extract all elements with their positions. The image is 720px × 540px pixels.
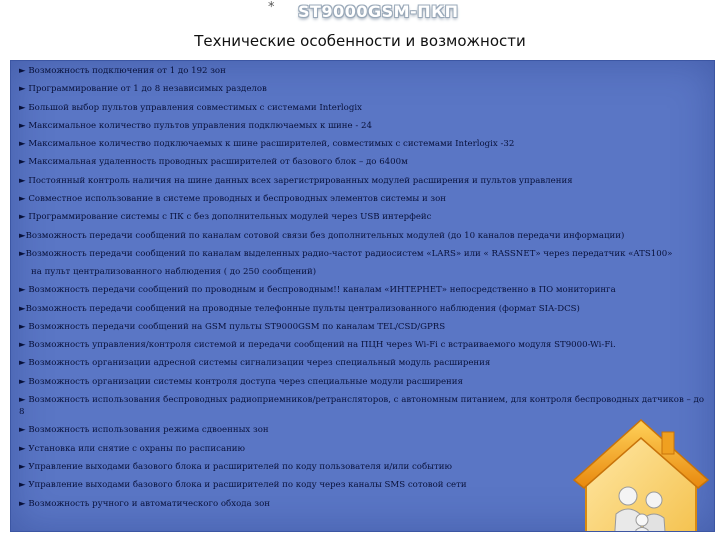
feature-item: ► Возможность подключения от 1 до 192 зон bbox=[19, 66, 226, 76]
feature-item-long bbox=[19, 248, 707, 278]
feature-item: ►Возможность передачи сообщений по каналам сотовой связи без дополнительных модулей (до 10 каналов передачи информации) bbox=[19, 230, 625, 241]
slide-header bbox=[0, 0, 720, 62]
feature-item: ► Возможность передачи сообщений на GSM пульты ST9000GSM по каналам TEL/CSD/GPRS bbox=[19, 321, 446, 332]
feature-item: ►Возможность передачи сообщений на проводные телефонные пульты централизованного наблюдения (формат SIA-DCS) bbox=[19, 303, 580, 314]
feature-item: ► Максимальное количество подключаемых к шине расширителей, совместимых с системами Interlogix -32 bbox=[19, 139, 515, 150]
feature-long-line1: ►Возможность передачи сообщений по каналам выделенных радио-частот радиосистем «LARS» или « RASSNET» через передатчик «ATS100» bbox=[19, 248, 673, 259]
feature-item: ► Установка или снятие с охраны по расписанию bbox=[19, 443, 246, 454]
feature-item: ► Возможность передачи сообщений по проводным и беспроводным!! каналам «ИНТЕРНЕТ» непосредственно в ПО мониторинга bbox=[19, 285, 616, 296]
feature-item: ► Постоянный контроль наличия на шине данных всех зарегистрированных модулей расширения и пультов управления bbox=[19, 175, 573, 186]
feature-item: ► Возможность использования режима сдвоенных зон bbox=[19, 425, 269, 436]
feature-last-text: ► Возможность ручного и автоматического обхода зон bbox=[19, 498, 270, 509]
feature-item-wrapped: ► Возможность использования беспроводных радиоприемников/ретрансляторов, с автономным питанием, для контроля беспроводных датчиков – до 8 bbox=[19, 395, 705, 418]
features-panel bbox=[10, 60, 715, 532]
feature-item: ► Управление выходами базового блока и расширителей по коду пользователя и/или событию bbox=[19, 461, 452, 472]
feature-item: ► Максимальное количество пультов управления подключаемых к шине - 24 bbox=[19, 120, 372, 131]
house-family-icon bbox=[566, 406, 715, 532]
feature-item: ► Возможность организации системы контроля доступа через специальные модули расширения bbox=[19, 376, 463, 387]
feature-item: ► Максимальная удаленность проводных расширителей от базового блок – до 6400м bbox=[19, 157, 408, 168]
feature-item: ► Возможность управления/контроля системой и передачи сообщений на ПЦН через Wi-Fi с встраиваемого модуля ST9000-Wi-Fi. bbox=[19, 340, 616, 351]
product-title: ST9000GSM-ПКП bbox=[298, 2, 459, 21]
asterisk-mark: * bbox=[268, 0, 275, 15]
feature-item: ► Возможность организации адресной системы сигнализации через специальный модуль расширения bbox=[19, 358, 491, 369]
feature-item: ► Большой выбор пультов управления совместимых с системами Interlogix bbox=[19, 102, 362, 113]
feature-item: ► Совместное использование в системе проводных и беспроводных элементов системы и зон bbox=[19, 194, 447, 205]
slide-subtitle: Технические особенности и возможности bbox=[194, 32, 526, 50]
feature-item: ► Программирование системы с ПК с без дополнительных модулей через USB интерфейс bbox=[19, 212, 432, 223]
feature-item: ► Программирование от 1 до 8 независимых разделов bbox=[19, 84, 267, 95]
feature-item: ► Управление выходами базового блока и расширителей по коду через каналы SMS сотовой сети bbox=[19, 480, 467, 491]
feature-long-line2: на пульт централизованного наблюдения ( до 250 сообщений) bbox=[31, 266, 317, 277]
